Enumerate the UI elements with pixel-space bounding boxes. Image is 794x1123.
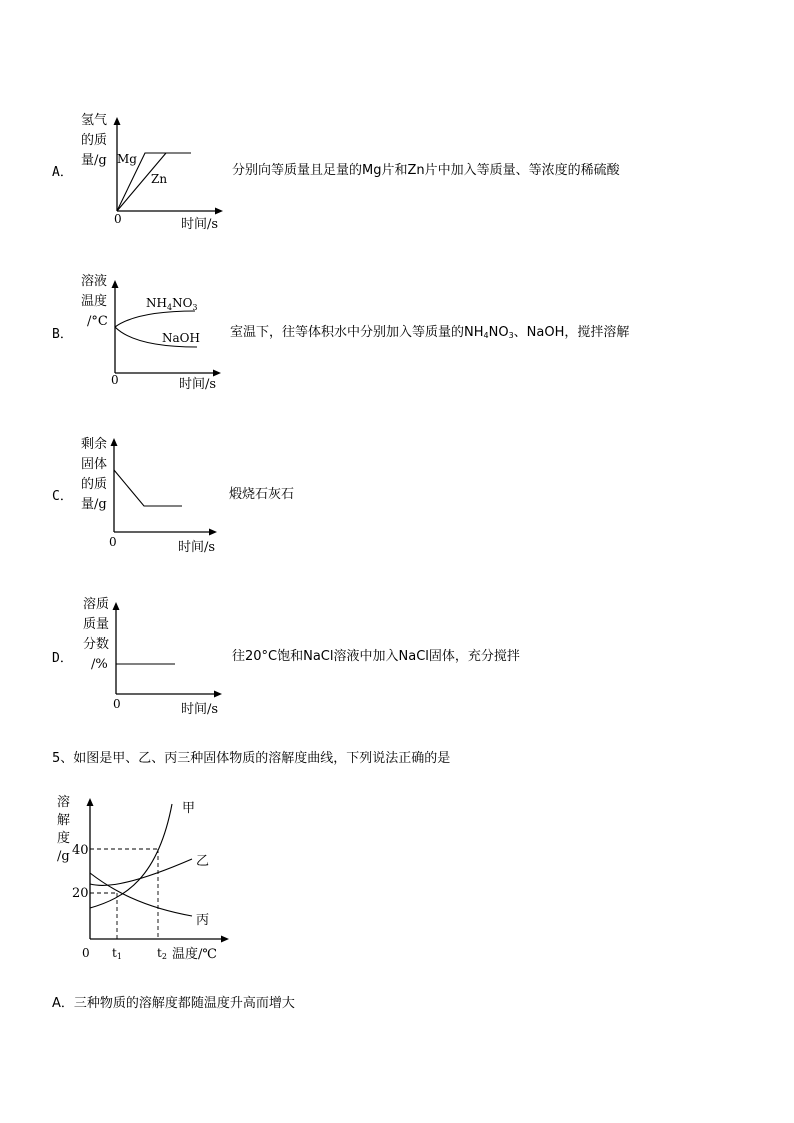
solubility-graph [50, 790, 240, 970]
graph-d-ylabel-line1: 溶质 [83, 597, 110, 612]
solubility-label-jia: 甲 [182, 801, 196, 816]
solubility-ylabel-line3: 度 [57, 831, 71, 846]
graph-c-ylabel-line1: 剩余 [81, 437, 108, 452]
graph-c-ylabel-line3: 的质 [81, 477, 108, 492]
graph-b-ylabel-line2: 温度 [81, 294, 108, 309]
graph-b-naoh-label: NaOH [162, 331, 200, 345]
option-c-graph [75, 428, 235, 558]
solubility-origin: 0 [82, 946, 90, 960]
question-5-stem: 5、如图是甲、乙、丙三种固体物质的溶解度曲线，下列说法正确的是 [52, 751, 451, 766]
graph-a-y-arrow [114, 117, 121, 125]
solubility-label-bing: 丙 [196, 913, 210, 928]
option-a-description: 分别向等质量且足量的Mg片和Zn片中加入等质量、等浓度的稀硫酸 [232, 163, 620, 178]
graph-c-y-arrow [111, 438, 118, 446]
solubility-xlabel: 温度/℃ [172, 947, 217, 962]
solubility-ylabel-line4: /g [57, 849, 70, 864]
graph-b-y-arrow [112, 280, 119, 288]
option-d-graph [75, 590, 235, 720]
graph-d-ylabel-line4: /% [91, 657, 108, 672]
graph-b-ylabel-line1: 溶液 [81, 274, 108, 289]
option-c-letter: C． [52, 489, 73, 504]
graph-d-xlabel: 时间/s [181, 702, 219, 717]
graph-a-xlabel: 时间/s [181, 217, 219, 232]
graph-c-xlabel: 时间/s [178, 540, 216, 555]
graph-c-origin: 0 [109, 535, 117, 549]
option-b-description: 室温下，往等体积水中分别加入等质量的NH4NO3、NaOH，搅拌溶解 [230, 325, 630, 340]
question-5-option-a: A．三种物质的溶解度都随温度升高而增大 [52, 996, 295, 1011]
graph-a-ylabel-line3: 量/g [81, 153, 107, 168]
graph-b-nh4no3-curve [115, 311, 195, 327]
solubility-y-arrow [87, 798, 94, 806]
graph-c-x-arrow [209, 529, 217, 536]
graph-d-origin: 0 [113, 697, 121, 711]
solubility-xtick-t2: t2 [157, 946, 167, 961]
graph-d-ylabel-line2: 质量 [83, 617, 110, 632]
graph-c-ylabel-line4: 量/g [81, 497, 107, 512]
graph-b-x-arrow [213, 370, 221, 377]
graph-b-nh4no3-label: $NH_4NO_3$ [146, 296, 198, 312]
solubility-xtick-t1: t1 [112, 946, 122, 961]
graph-a-x-arrow [215, 208, 223, 215]
solubility-ylabel-line2: 解 [57, 813, 71, 828]
graph-a-ylabel-line2: 的质 [81, 133, 108, 148]
option-a-graph [75, 105, 235, 235]
solubility-ytick-40: 40 [72, 843, 89, 858]
graph-a-origin: 0 [114, 212, 122, 226]
solubility-ytick-20: 20 [72, 886, 89, 901]
graph-d-y-arrow [113, 602, 120, 610]
solubility-curve-bing [90, 873, 192, 916]
graph-a-ylabel-line1: 氢气 [81, 113, 108, 128]
graph-d-x-arrow [214, 691, 222, 698]
graph-a-zn-label: Zn [151, 172, 168, 186]
solubility-curve-yi [90, 859, 192, 885]
option-a-letter: A． [52, 165, 73, 180]
option-b-letter: B． [52, 327, 73, 342]
graph-c-ylabel-line2: 固体 [81, 457, 108, 472]
option-b-graph [75, 265, 235, 395]
option-c-description: 煅烧石灰石 [229, 487, 295, 502]
graph-d-ylabel-line3: 分数 [83, 637, 110, 652]
option-d-description: 往20°C饱和NaCl溶液中加入NaCl固体，充分搅拌 [232, 649, 520, 664]
solubility-ylabel-line1: 溶 [57, 795, 71, 810]
graph-b-xlabel: 时间/s [179, 377, 217, 392]
graph-b-ylabel-line3: /°C [87, 314, 108, 329]
solubility-curve-jia [90, 804, 172, 908]
solubility-x-arrow [221, 936, 229, 943]
graph-a-mg-label: Mg [117, 152, 137, 166]
option-d-letter: D． [52, 651, 73, 666]
graph-c-mass-line [114, 470, 182, 506]
graph-b-origin: 0 [111, 373, 119, 387]
solubility-label-yi: 乙 [196, 854, 210, 869]
